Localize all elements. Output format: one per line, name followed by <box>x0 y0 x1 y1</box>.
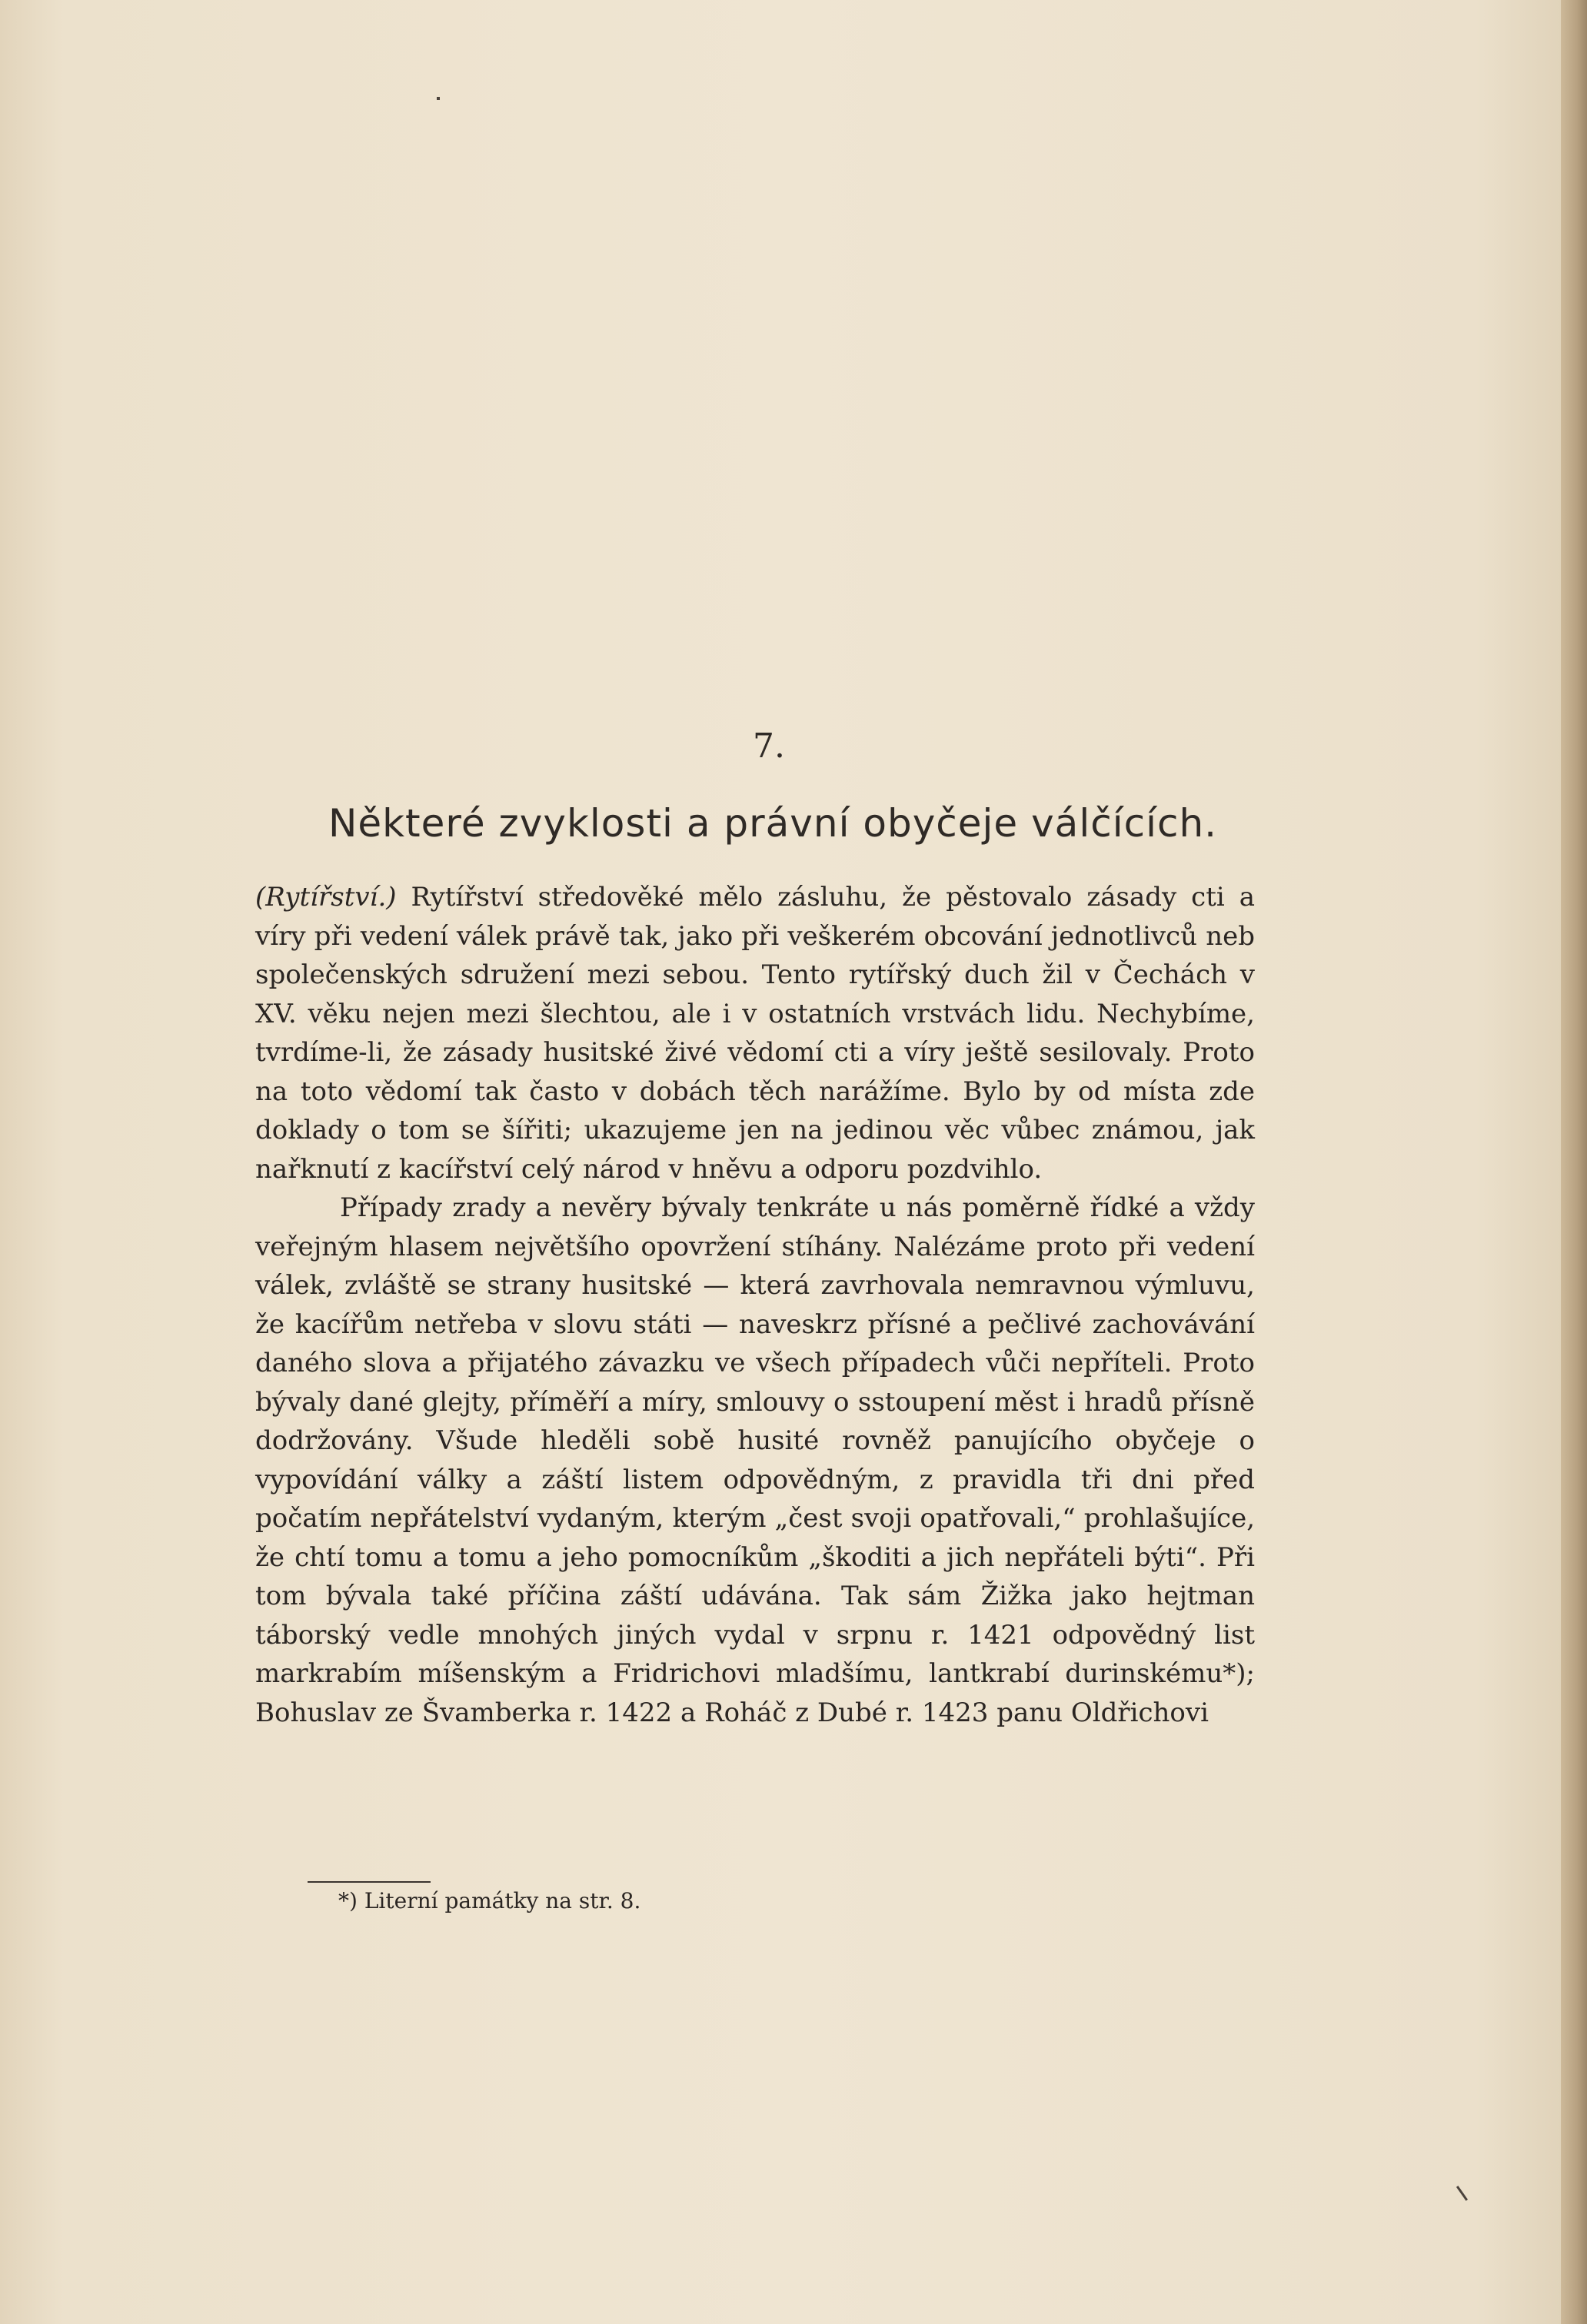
ink-speck <box>437 97 440 100</box>
margin-heading: (Rytířství.) <box>255 882 397 913</box>
ink-speck <box>1456 2186 1468 2201</box>
footnote-divider <box>308 1881 431 1883</box>
paragraph <box>255 878 1255 1189</box>
footnote: *) Literní památky na str. 8. <box>338 1888 641 1913</box>
paragraph-text: Rytířství středověké mělo zásluhu, že pěstovalo zásady cti a víry při vedení válek právě tak, jako při veškerém obcování jednotlivců neb společenských sdružení mezi sebou. Tento rytířský duch žil v Čechách v XV. věku nejen mezi šlechtou, ale i v ostatních vrstvách lidu. Nechybíme, tvrdíme-li, že zásady husitské živé vědomí cti a víry ještě sesilovaly. Proto na toto vědomí tak často v dobách těch narážíme. Bylo by od místa zde doklady o tom se šířiti; ukazujeme jen na jedinou věc vůbec známou, jak nařknutí z kacířství celý národ v hněvu a odporu pozdvihlo. <box>255 882 1256 1185</box>
body-text <box>255 878 1255 1732</box>
paragraph: Případy zrady a nevěry bývaly tenkráte u nás poměrně řídké a vždy veřejným hlasem největšího opovržení stíhány. Nalézáme proto při vedení válek, zvláště se strany husitské — která zavrhovala nemravnou výmluvu, že kacířům netřeba v slovu státi — naveskrz přísné a pečlivé zachovávání daného slova a přijatého závazku ve všech případech vůči nepříteli. Proto bývaly dané glejty, příměří a míry, smlouvy o sstoupení měst i hradů přísně dodržovány. Všude hleděli sobě husité rovněž panujícího obyčeje o vypovídání války a záští listem odpovědným, z pravidla tři dni před počatím nepřátelství vydaným, kterým „čest svoji opatřovali,“ prohlašujíce, že chtí tomu a tomu a jeho pomocníkům „škoditi a jich nepřáteli býti“. Při tom bývala také příčina záští udávána. Tak sám Žižka jako hejtman táborský vedle mnohých jiných vydal v srpnu r. 1421 odpovědný list markrabím míšenským a Fridrichovi mladšímu, lantkrabí durinskému*); Bohuslav ze Švamberka r. 1422 a Roháč z Dubé r. 1423 panu Oldřichovi <box>255 1192 1255 1728</box>
page-edge-shadow <box>1561 0 1587 2324</box>
chapter-title: Některé zvyklosti a právní obyčeje válčících. <box>328 801 1218 846</box>
chapter-number: 7. <box>753 726 785 766</box>
